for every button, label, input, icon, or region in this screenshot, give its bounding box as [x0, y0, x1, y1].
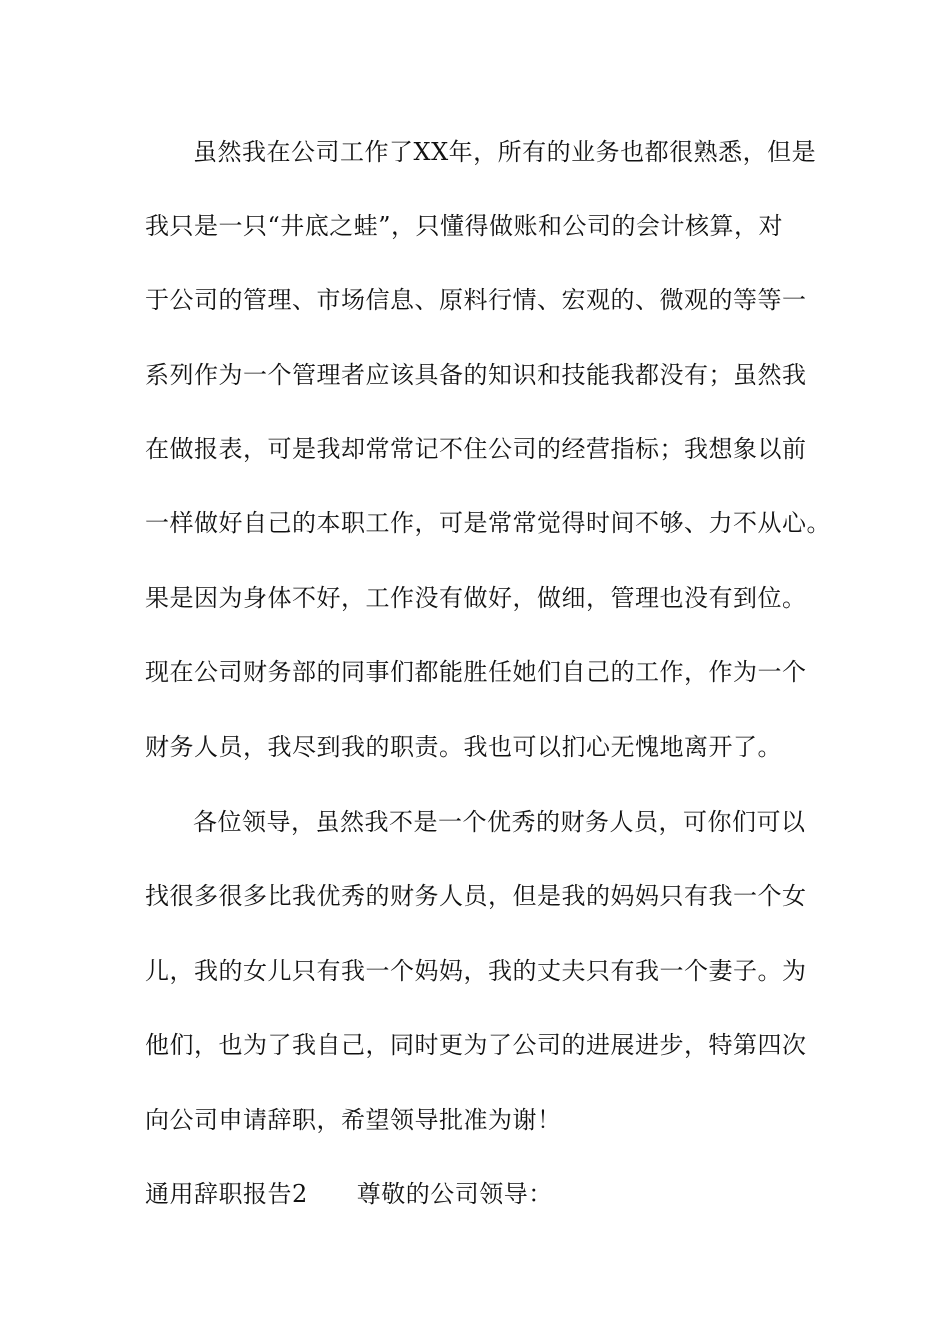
section-heading: 通用辞职报告2 尊敬的公司领导：	[145, 1180, 553, 1208]
paragraph-line: 果是因为身体不好，工作没有做好，做细，管理也没有到位。	[145, 584, 807, 612]
paragraph-line: 虽然我在公司工作了XX年，所有的业务也都很熟悉，但是	[193, 138, 817, 166]
paragraph-line: 找很多很多比我优秀的财务人员，但是我的妈妈只有我一个女	[145, 882, 807, 910]
paragraph-line: 于公司的管理、市场信息、原料行情、宏观的、微观的等等一	[145, 286, 807, 314]
paragraph-line: 向公司申请辞职，希望领导批准为谢！	[145, 1106, 562, 1134]
paragraph-line: 一样做好自己的本职工作，可是常常觉得时间不够、力不从心。	[145, 509, 831, 537]
paragraph-line: 各位领导，虽然我不是一个优秀的财务人员，可你们可以	[193, 808, 806, 836]
paragraph-line: 我只是一只“井底之蛙”，只懂得做账和公司的会计核算，对	[145, 212, 784, 240]
paragraph-line: 现在公司财务部的同事们都能胜任她们自己的工作，作为一个	[145, 658, 807, 686]
paragraph-line: 系列作为一个管理者应该具备的知识和技能我都没有；虽然我	[145, 361, 807, 389]
paragraph-line: 财务人员，我尽到我的职责。我也可以扪心无愧地离开了。	[145, 733, 782, 761]
paragraph-line: 他们，也为了我自己，同时更为了公司的进展进步，特第四次	[145, 1031, 807, 1059]
paragraph-line: 在做报表，可是我却常常记不住公司的经营指标；我想象以前	[145, 435, 807, 463]
paragraph-line: 儿，我的女儿只有我一个妈妈，我的丈夫只有我一个妻子。为	[145, 957, 807, 985]
